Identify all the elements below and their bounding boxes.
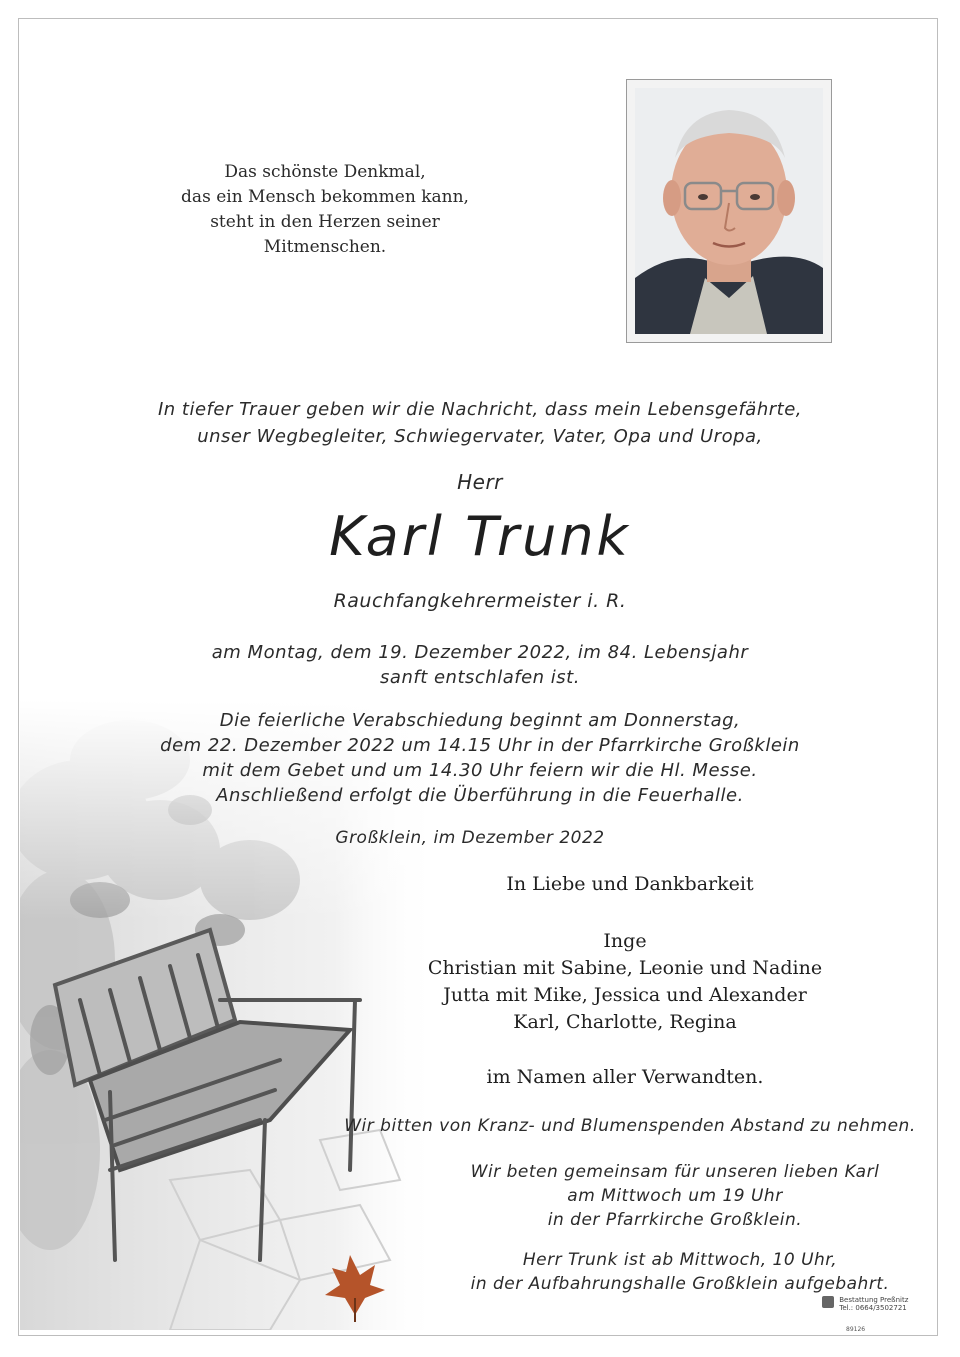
portrait-frame	[626, 79, 832, 343]
portrait-photo	[635, 88, 823, 334]
salutation: Herr	[457, 470, 503, 494]
memorial-quote	[150, 160, 500, 260]
announcement-intro	[0, 396, 960, 450]
death-line: am Montag, dem 19. Dezember 2022, im 84. Lebensjahr	[211, 642, 749, 663]
undertaker-phone: Tel.: 0664/3502721	[839, 1304, 907, 1312]
prayer-line: in der Pfarrkirche Großklein.	[547, 1210, 803, 1230]
print-code: 89126	[846, 1326, 866, 1333]
funeral-line: dem 22. Dezember 2022 um 14.15 Uhr in der Pfarrkirche Großklein	[160, 735, 800, 756]
family-member: Karl, Charlotte, Regina	[513, 1011, 737, 1033]
viewing-notice	[420, 1248, 940, 1296]
family-list	[335, 928, 915, 1036]
quote-line: das ein Mensch bekommen kann,	[181, 187, 469, 207]
family-member: Inge	[603, 930, 647, 952]
viewing-line: in der Aufbahrungshalle Großklein aufgebahrt.	[470, 1274, 890, 1294]
quote-line: steht in den Herzen seiner Mitmenschen.	[210, 212, 440, 257]
death-line: sanft entschlafen ist.	[380, 667, 580, 688]
closing-line: In Liebe und Dankbarkeit	[506, 873, 754, 895]
funeral-line: Anschließend erfolgt die Überführung in die Feuerhalle.	[216, 785, 744, 806]
family-member: Christian mit Sabine, Leonie und Nadine	[427, 957, 823, 979]
place-date: Großklein, im Dezember 2022	[335, 828, 605, 848]
funeral-details	[0, 708, 960, 808]
undertaker-logo	[822, 1296, 908, 1312]
family-member: Jutta mit Mike, Jessica und Alexander	[443, 984, 807, 1006]
deceased-title: Rauchfangkehrermeister i. R.	[333, 590, 627, 612]
donation-notice: Wir bitten von Kranz- und Blumenspenden Abstand zu nehmen.	[344, 1116, 916, 1136]
funeral-line: Die feierliche Verabschiedung beginnt am Donnerstag,	[219, 710, 741, 731]
viewing-line: Herr Trunk ist ab Mittwoch, 10 Uhr,	[522, 1250, 838, 1270]
prayer-line: Wir beten gemeinsam für unseren lieben Karl	[470, 1162, 880, 1182]
intro-line: In tiefer Trauer geben wir die Nachricht, dass mein Lebensgefährte,	[157, 399, 803, 420]
death-notice	[0, 640, 960, 690]
intro-line: unser Wegbegleiter, Schwiegervater, Vater, Opa und Uropa,	[197, 426, 763, 447]
undertaker-icon	[822, 1296, 834, 1308]
undertaker-name: Bestattung Preßnitz	[839, 1296, 909, 1304]
funeral-line: mit dem Gebet und um 14.30 Uhr feiern wir die Hl. Messe.	[202, 760, 758, 781]
deceased-name: Karl Trunk	[329, 505, 631, 568]
prayer-notice	[440, 1160, 910, 1232]
relatives-line: im Namen aller Verwandten.	[486, 1066, 764, 1088]
quote-line: Das schönste Denkmal,	[224, 162, 426, 182]
prayer-line: am Mittwoch um 19 Uhr	[567, 1186, 783, 1206]
